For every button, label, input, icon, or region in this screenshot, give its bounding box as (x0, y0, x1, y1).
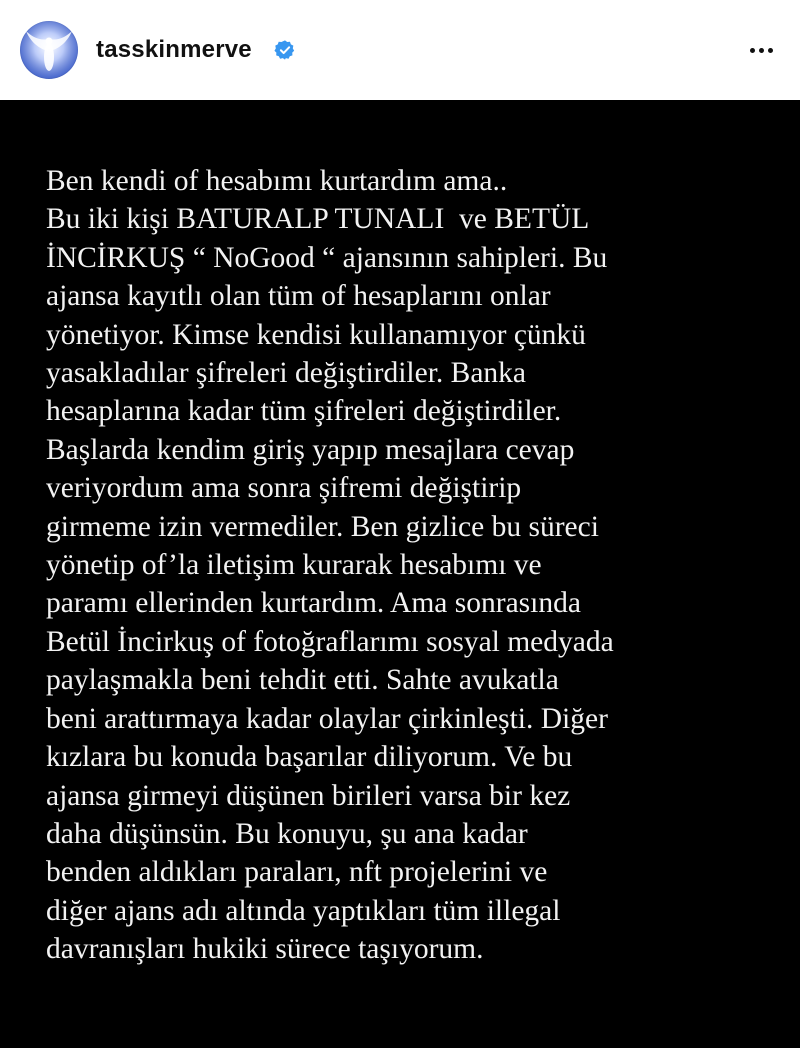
story-text: Ben kendi of hesabımı kurtardım ama.. Bu iki kişi BATURALP TUNALI ve BETÜL İNCİRKUŞ “ NoGood “ ajansının sahipleri. Bu ajansa kayıtlı olan tüm of hesaplarını onlar yönetiyor. Kimse kendisi kullanamıyor çünkü yasakladılar şifreleri değiştirdiler. Banka hesaplarına kadar tüm şifreleri değiştirdiler. Başlarda kendim giriş yapıp mesajlara cevap veriyordum ama sonra şifremi değiştirip girmeme izin vermediler. Ben gizlice bu süreci yönetip of’la iletişim kurarak hesabımı ve paramı ellerinden kurtardım. Ama sonrasında Betül İncirkuş of fotoğraflarımı sosyal medyada paylaşmakla beni tehdit etti. Sahte avukatla beni arattırmaya kadar olaylar çirkinleşti. Diğer kızlara bu konuda başarılar diliyorum. Ve bu ajansa girmeyi düşünen birileri varsa bir kez daha düşünsün. Bu konuyu, şu ana kadar benden aldıkları paraları, nft projelerini ve diğer ajans adı altında yaptıkları tüm illegal davranışları hukiki sürece taşıyorum. (46, 165, 614, 966)
verified-badge-icon (274, 39, 296, 61)
username-link[interactable]: tasskinmerve (96, 36, 252, 63)
angel-avatar-icon (20, 21, 78, 79)
profile-avatar[interactable] (20, 21, 78, 79)
more-dot (759, 48, 764, 53)
story-content (0, 100, 800, 1048)
more-options-button[interactable] (744, 33, 778, 67)
post-header (0, 0, 800, 100)
more-horizontal-icon (750, 48, 755, 53)
more-dot (768, 48, 773, 53)
